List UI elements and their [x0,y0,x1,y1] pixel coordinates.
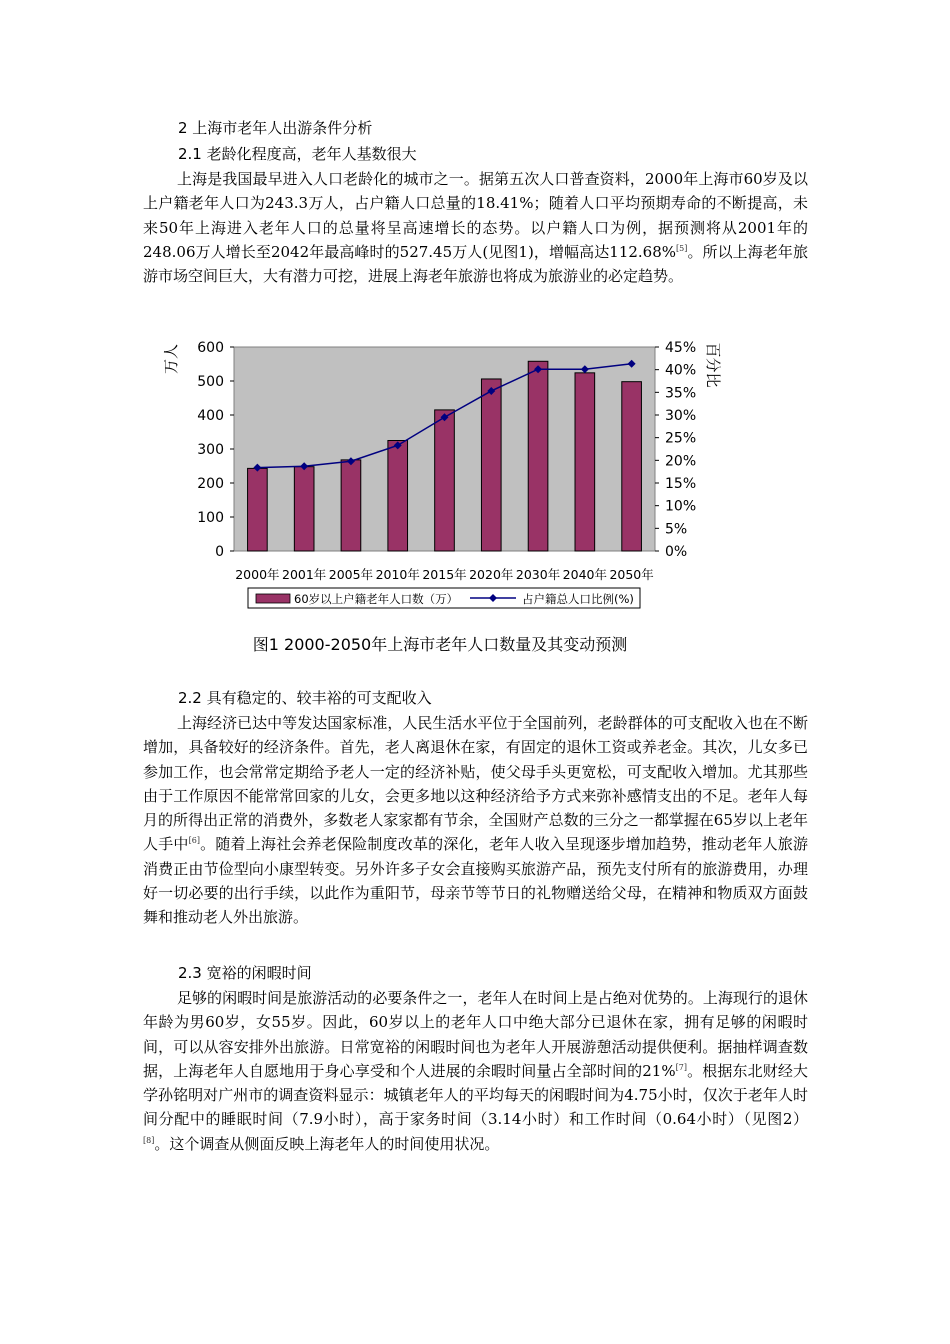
y-tick-label: 0 [215,544,224,560]
legend-bar-label: 60岁以上户籍老年人口数（万） [294,592,459,606]
y2-tick-label: 20% [665,453,697,470]
y2-tick-label: 0% [665,544,688,560]
citation-7: [7] [675,1062,687,1072]
legend-bar-swatch [256,594,290,603]
y-axis-label: 万人 [162,343,180,375]
x-tick-label: 2010年 [375,567,420,582]
bar-2030年 [528,361,548,551]
figure-1 [150,332,730,662]
section-2-1-paragraph: 上海是我国最早进入人口老龄化的城市之一。据第五次人口普查资料，2000年上海市60岁及以上户籍老年人口为243.3万人，占户籍人口总量的18.41%；随着人口平均预期寿命的不断提高，未来50年上海进入老年人口的总量将呈高速增长的态势。以户籍人口为例，据预测将从2001年的248.06万人增长至2042年最高峰时的527.45万人(见图1)，增幅高达112.68%[5]。所以上海老年旅游市场空间巨大，大有潜力可挖，进展上海老年旅游也将成为旅游业的必定趋势。 [143,170,808,286]
x-tick-label: 2001年 [282,567,327,582]
y-tick-label: 200 [197,476,224,492]
section-2-2-heading: 2.2 具有稳定的、较丰裕的可支配收入 [178,689,432,707]
bar-2050年 [622,382,642,551]
bar-2020年 [481,379,501,551]
y2-tick-label: 45% [665,340,697,356]
y-tick-label: 100 [197,510,224,526]
section-2-heading: 2 上海市老年人出游条件分析 [178,119,373,137]
citation-6: [6] [188,836,200,846]
y2-tick-label: 5% [665,521,688,538]
section-2-2-paragraph: 上海经济已达中等发达国家标准，人民生活水平位于全国前列，老龄群体的可支配收入也在不断增加，具备较好的经济条件。首先，老人离退休在家，有固定的退休工资或养老金。其次，儿女多已参加工作，也会常常定期给予老人一定的经济补贴，使父母手头更宽松，可支配收入增加。尤其那些由于工作原因不能常常回家的儿女，会更多地以这种经济给予方式来弥补感情支出的不足。老年人每月的所得出正常的消费外，多数老人家家都有节余，全国财产总数的三分之一都掌握在65岁以上老年人手中[6]。随着上海社会养老保险制度改革的深化，老年人收入呈现逐步增加趋势，推动老年人旅游消费正由节俭型向小康型转变。另外许多子女会直接购买旅游产品，预先支付所有的旅游费用，办理好一切必要的出行手续，以此作为重阳节，母亲节等节日的礼物赠送给父母，在精神和物质双方面鼓舞和推动老人外出旅游。 [143,714,808,927]
x-tick-label: 2000年 [235,567,280,582]
section-2-1-heading: 2.1 老龄化程度高，老年人基数很大 [178,145,417,163]
y2-tick-label: 40% [665,362,697,379]
x-tick-label: 2005年 [328,567,374,582]
legend-line-label: 占户籍总人口比例(%) [522,592,634,606]
x-tick-label: 2015年 [422,567,467,582]
figure-caption: 图1 2000-2050年上海市老年人口数量及其变动预测 [252,635,628,654]
x-tick-label: 2020年 [469,567,514,582]
section-2-3-heading: 2.3 宽裕的闲暇时间 [178,964,312,982]
x-tick-label: 2040年 [562,567,607,582]
figure-1-chart [150,332,730,662]
y-tick-label: 500 [197,374,224,390]
citation-5: [5] [676,243,688,253]
bar-2040年 [575,373,595,551]
bar-2000年 [248,468,268,551]
y2-axis-label: 百分比 [704,342,722,388]
y2-tick-label: 30% [665,408,697,424]
y2-tick-label: 10% [665,498,697,515]
x-tick-label: 2050年 [609,567,654,582]
y2-tick-label: 25% [665,430,697,447]
y-tick-label: 600 [197,340,224,356]
x-tick-label: 2030年 [515,567,561,582]
bar-2001年 [294,467,314,551]
y2-tick-label: 15% [665,476,697,492]
citation-8: [8] [143,1135,155,1145]
section-2-3-paragraph: 足够的闲暇时间是旅游活动的必要条件之一，老年人在时间上是占绝对优势的。上海现行的退休年龄为男60岁，女55岁。因此，60岁以上的老年人口中绝大部分已退休在家，拥有足够的闲暇时间，可以从容安排外出旅游。日常宽裕的闲暇时间也为老年人开展游憩活动提供便利。据抽样调查数据，上海老年人自愿地用于身心享受和个人进展的余暇时间量占全部时间的21%[7]。根据东北财经大学孙铭明对广州市的调查资料显示：城镇老年人的平均每天的闲暇时间为4.75小时，仅次于老年人时间分配中的睡眠时间（7.9小时），高于家务时间（3.14小时）和工作时间（0.64小时）（见图2）[8]。这个调查从侧面反映上海老年人的时间使用状况。 [143,989,808,1153]
bar-2010年 [388,441,408,552]
y2-tick-label: 35% [665,385,697,402]
y-tick-label: 400 [197,408,224,424]
bar-2015年 [435,410,455,551]
y-tick-label: 300 [197,442,224,458]
bar-2005年 [341,460,361,551]
